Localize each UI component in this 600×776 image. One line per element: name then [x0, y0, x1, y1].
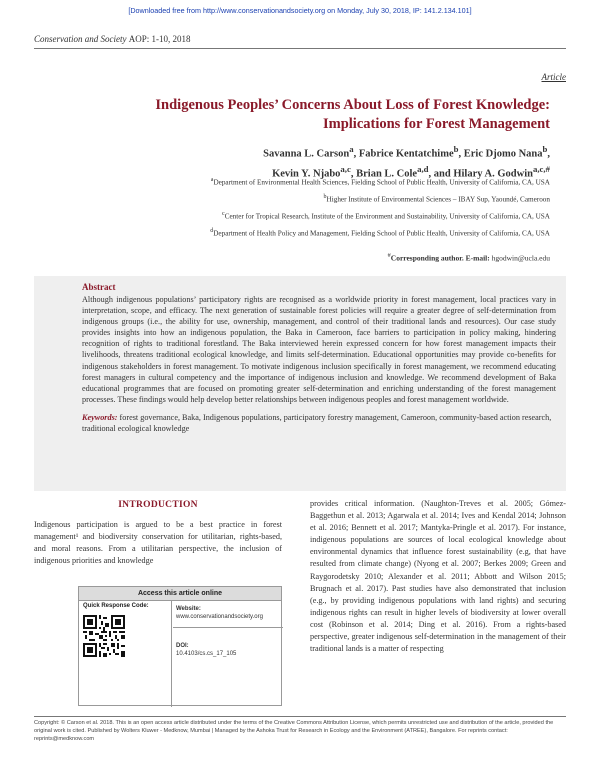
introduction-right-column: provides critical information. (Naughton-Treves et al. 2005; Gómez-Baggethun et al. 2013; Agarwala et al. 2014; Ives and Kendal 2014; Johnson et al. 2016; Bennett et al. 2017; Mantyka-Pringle et al. 2017). For instance, indigenous populations are sources of local ecological knowledge about environmental dynamics that influence forest sustainability (e.g, that have resulted from climate change) (Nyong et al. 2007; Berkes 2009; Green and Raygorodetsky 2010; Alexander et al. 2011; Abbott and Wilson 2015; Brugnach et al. 2017). Past studies have also demonstrated that inclusion (e.g., by providing indigenous populations with land rights) and securing indigenous rights can result in higher levels of biodiversity at lower overall cost (Robinson et al. 2014; Ding et al. 2016). From a rights-based perspective, greater indigenous self-determination in the management of their traditional lands is a matter of respecting [310, 499, 566, 654]
header-divider [34, 48, 566, 49]
author-name: Savanna L. Carson [263, 148, 350, 160]
access-box-title: Access this article online [79, 587, 281, 601]
author-line-1 [120, 142, 550, 162]
author-name: Brian L. Cole [356, 168, 418, 179]
qr-label: Quick Response Code: [83, 603, 149, 609]
author-separator: , and [428, 168, 454, 179]
author-name: Hilary A. Godwin [453, 168, 533, 179]
keywords-label: Keywords [82, 412, 115, 422]
qr-section [79, 601, 172, 707]
article-info-section [173, 601, 283, 707]
author-separator: , [353, 148, 359, 160]
journal-citation [34, 34, 191, 44]
author-name: Eric Djomo Nana [463, 148, 543, 160]
introduction-heading: INTRODUCTION [118, 500, 198, 510]
affiliation-a [211, 177, 550, 186]
copyright-footer: Copyright: © Carson et al. 2018. This is an open access article distributed under the terms of the Creative Commons Attribution License, which permits unrestricted use and distribution of the article, provided the original work is cited. Published by Wolters Kluwer - Medknow, Mumbai | Managed by the Ashoka Trust for Research in Ecology and the Environment (ATREE), Bangalore. For reprints contact: reprints@medknow.com [34, 720, 554, 743]
affiliation-text: Center for Tropical Research, Institute of the Environment and Sustainability, University of California, CA, USA [224, 212, 550, 221]
author-affiliation-mark: a [349, 144, 354, 154]
journal-name: Conservation and Society [34, 34, 127, 44]
author-separator: , [458, 148, 464, 160]
title-line-1: Indigenous Peoples’ Concerns About Loss of Forest Knowledge: [155, 97, 550, 113]
author-name: Fabrice Kentatchime [358, 148, 454, 160]
affiliation-mark: c [222, 211, 225, 217]
affiliation-mark: b [323, 194, 327, 200]
corresponding-mark: # [387, 252, 391, 259]
author-separator: , [547, 148, 550, 160]
access-article-box [78, 586, 282, 706]
website-label: Website: [176, 606, 201, 612]
author-affiliation-mark: a,d [417, 163, 429, 174]
website-link[interactable]: www.conservationandsociety.org [176, 614, 263, 620]
article-type-label: Article [541, 72, 566, 82]
download-banner: [Downloaded free from http://www.conservationandsociety.org on Monday, July 30, 2018, IP: 141.2.134.101] [128, 6, 472, 15]
corresponding-label: Corresponding author. E-mail [390, 253, 488, 263]
abstract-section [34, 276, 566, 491]
affiliation-b [324, 194, 550, 203]
author-affiliation-mark: b [453, 144, 459, 154]
affiliation-text: Department of Health Policy and Management, Fielding School of Public Health, University of California, CA, USA [213, 229, 550, 238]
abstract-heading: Abstract [82, 282, 116, 292]
affiliation-mark: a [210, 177, 214, 183]
introduction-left-column: Indigenous participation is argued to be a best practice in forest management¹ and biodiversity conservation for utilitarian, rights-based, and moral reasons. From a utilitarian perspective, the inclusion of indigenous priorities and knowledge [34, 520, 282, 566]
affiliation-text: Higher Institute of Environmental Sciences – IBAY Sup, Yaoundé, Cameroon [326, 195, 550, 204]
abstract-text: Although indigenous populations’ participatory rights are recognised as a worldwide priority in forest management, local practices vary in interpretation, scope, and efficacy. The next generation of sustainable forest policies will require a greater degree of self-determination from indigenous groups (i.e., the ability for use, ownership, management, and control of their traditional lands and resources). Our case study provides insights into how an indigenous population, the Baka in Cameroon, face barriers to participation in policy making, hindering recognition of rights to traditional forestland. The Baka interviewed herein expressed concern for how forest management impacts their livelihoods, threatens traditional ecological knowledge, and limits self-determination. Educational opportunities may provide co-benefits for indigenous stakeholders in forest management. To motivate indigenous inclusion specifically in forest management, we recommend educating forest managers in cultural competency and the importance of indigenous inclusion and knowledge. We recommend development of Baka educational programmes that are focused on promoting greater self-determination and enriching understanding of the forest management processes. These findings would help develop better relationships between indigenous peoples and forest management worldwide. [82, 295, 556, 404]
affiliation-mark: d [210, 228, 214, 234]
doi-info [173, 628, 283, 658]
journal-issue: AOP: 1-10, 2018 [128, 34, 191, 44]
affiliation-c [222, 211, 550, 220]
corresponding-email-link[interactable]: hgodwin@ucla.edu [491, 253, 550, 263]
corresponding-author: #Corresponding author. E-mail: hgodwin@ucla.edu [387, 252, 550, 263]
doi-link[interactable]: 10.4103/cs.cs_17_105 [176, 651, 237, 657]
qr-code-icon[interactable] [83, 615, 125, 657]
affiliation-d [210, 228, 550, 237]
author-name: Kevin Y. Njabo [272, 168, 341, 179]
website-info [173, 601, 283, 621]
affiliation-text: Department of Environmental Health Sciences, Fielding School of Public Health, University of California, CA, USA [213, 178, 550, 187]
author-affiliation-mark: b [542, 144, 548, 154]
author-list [120, 142, 550, 181]
title-line-2: Implications for Forest Management [322, 116, 550, 132]
footer-divider [34, 716, 566, 717]
author-separator: , [350, 168, 357, 179]
author-affiliation-mark: a,c [340, 163, 351, 174]
keywords-text: forest governance, Baka, Indigenous populations, participatory forestry management, Cameroon, community-based action research, traditional ecological knowledge [82, 412, 552, 433]
keywords: Keywords: forest governance, Baka, Indigenous populations, participatory forestry management, Cameroon, community-based action research, traditional ecological knowledge [82, 412, 552, 433]
author-affiliation-mark: a,c,# [532, 163, 550, 174]
article-title [60, 96, 550, 134]
doi-label: DOI: [176, 643, 189, 649]
